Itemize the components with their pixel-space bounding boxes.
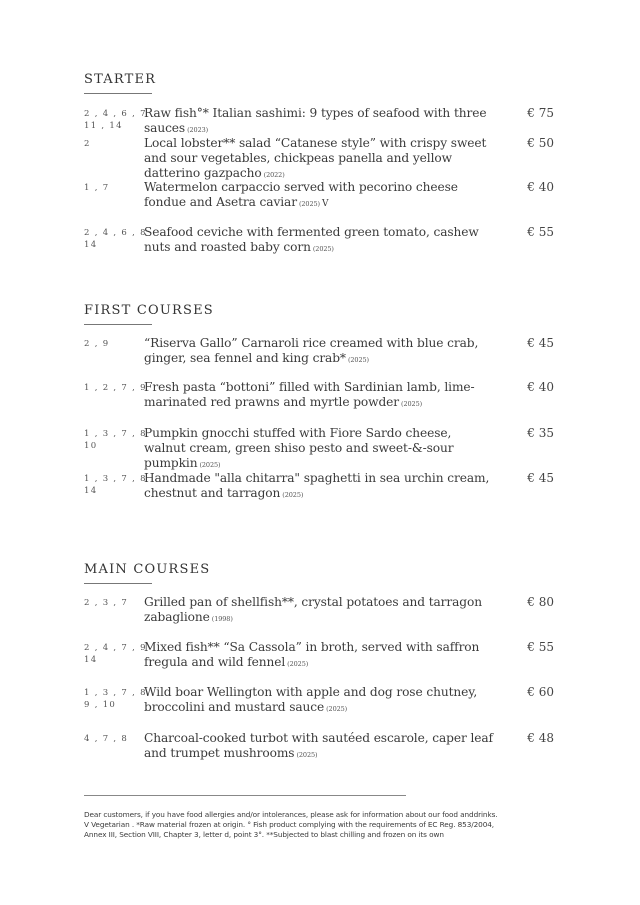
section-starter [84, 72, 558, 254]
dish-year: (2025) [312, 245, 334, 253]
dish-description: Charcoal-cooked turbot with sautéed escarole, caper leaf and trumpet mushrooms (2025) [144, 731, 493, 760]
section-divider [84, 583, 152, 584]
section-title: FIRST COURSES [84, 303, 214, 318]
dish-price: € 45 [527, 336, 554, 350]
dish-price: € 45 [527, 471, 554, 485]
dish-price: € 60 [527, 685, 554, 699]
dish-year: (2025) [326, 705, 348, 713]
footer-divider [84, 795, 406, 796]
dish-year: (2025) [298, 200, 320, 208]
section-first-courses [84, 303, 558, 500]
allergen-codes: 4 , 7 , 8 [84, 734, 129, 744]
dish-description: “Riserva Gallo” Carnaroli rice creamed with blue crab, ginger, sea fennel and king crab* (2025) [144, 336, 479, 365]
dish-description: Wild boar Wellington with apple and dog rose chutney, broccolini and mustard sauce (2025) [144, 685, 478, 714]
dish-description: Pumpkin gnocchi stuffed with Fiore Sardo cheese, walnut cream, green shiso pesto and sweet-&-sour pumpkin (2025) [144, 426, 454, 470]
dish-year: (2022) [263, 171, 285, 179]
dish-description: Local lobster** salad “Catanese style” with crispy sweet and sour vegetables, chickpeas panella and yellow datterino gazpacho (2022) [144, 136, 487, 180]
dish-year: (1998) [211, 615, 233, 623]
dish-description: Mixed fish** “Sa Cassola” in broth, served with saffron fregula and wild fennel (2025) [144, 640, 480, 669]
dish-description: Watermelon carpaccio served with pecorino cheese fondue and Asetra caviar (2025) V [144, 180, 458, 209]
dish-price: € 55 [527, 640, 554, 654]
section-divider [84, 93, 152, 94]
allergen-codes: 2 [84, 139, 91, 149]
dish-year: (2025) [347, 356, 369, 364]
section-divider [84, 324, 152, 325]
dish-price: € 55 [527, 225, 554, 239]
dish-description: Fresh pasta “bottoni” filled with Sardinian lamb, lime-marinated red prawns and myrtle powder (2025) [144, 380, 475, 409]
section-title: MAIN COURSES [84, 562, 211, 577]
dish-year: (2025) [287, 660, 309, 668]
dish-price: € 48 [527, 731, 554, 745]
dish-year: (2023) [187, 126, 209, 134]
allergen-codes: 1 , 7 [84, 183, 110, 193]
dish-price: € 80 [527, 595, 554, 609]
dish-description: Grilled pan of shellfish**, crystal potatoes and tarragon zabaglione (1998) [144, 595, 482, 624]
allergen-codes: 2 , 4 , 6 , 7 11 , 14 [84, 109, 147, 131]
allergen-codes: 2 , 4 , 7 , 9 14 [84, 643, 147, 665]
allergen-codes: 2 , 3 , 7 [84, 598, 129, 608]
allergen-codes: 1 , 3 , 7 , 8 14 [84, 474, 147, 496]
section-main-courses [84, 562, 558, 760]
dish-price: € 75 [527, 106, 554, 120]
allergen-codes: 1 , 2 , 7 , 9 [84, 383, 147, 393]
dish-description: Seafood ceviche with fermented green tomato, cashew nuts and roasted baby corn (2025) [144, 225, 479, 254]
dish-price: € 40 [527, 180, 554, 194]
disclaimer-line: Dear customers, if you have food allergies and/or intolerances, please ask for information about our food anddrinks. [84, 810, 498, 819]
section-title: STARTER [84, 72, 157, 87]
allergen-disclaimer [84, 810, 554, 840]
allergen-codes: 2 , 4 , 6 , 8 14 [84, 228, 147, 250]
disclaimer-line: Annex III, Section VIII, Chapter 3, letter d, point 3°. **Subjected to blast chilling and frozen on its own [84, 830, 444, 839]
allergen-codes: 2 , 9 [84, 339, 110, 349]
allergen-codes: 1 , 3 , 7 , 8 9 , 10 [84, 688, 147, 710]
dish-price: € 35 [527, 426, 554, 440]
vegetarian-icon: V [321, 199, 329, 209]
dish-year: (2025) [296, 751, 318, 759]
dish-price: € 40 [527, 380, 554, 394]
dish-year: (2025) [401, 400, 423, 408]
disclaimer-line: V Vegetarian . *Raw material frozen at origin. ° Fish product complying with the requirements of EC Reg. 853/2004, [84, 820, 495, 829]
dish-description: Handmade "alla chitarra" spaghetti in sea urchin cream, chestnut and tarragon (2025) [144, 471, 490, 500]
allergen-codes: 1 , 3 , 7 , 8 10 [84, 429, 147, 451]
dish-price: € 50 [527, 136, 554, 150]
dish-description: Raw fish°* Italian sashimi: 9 types of seafood with three sauces (2023) [144, 106, 487, 135]
dish-year: (2025) [199, 461, 221, 469]
dish-year: (2025) [282, 491, 304, 499]
